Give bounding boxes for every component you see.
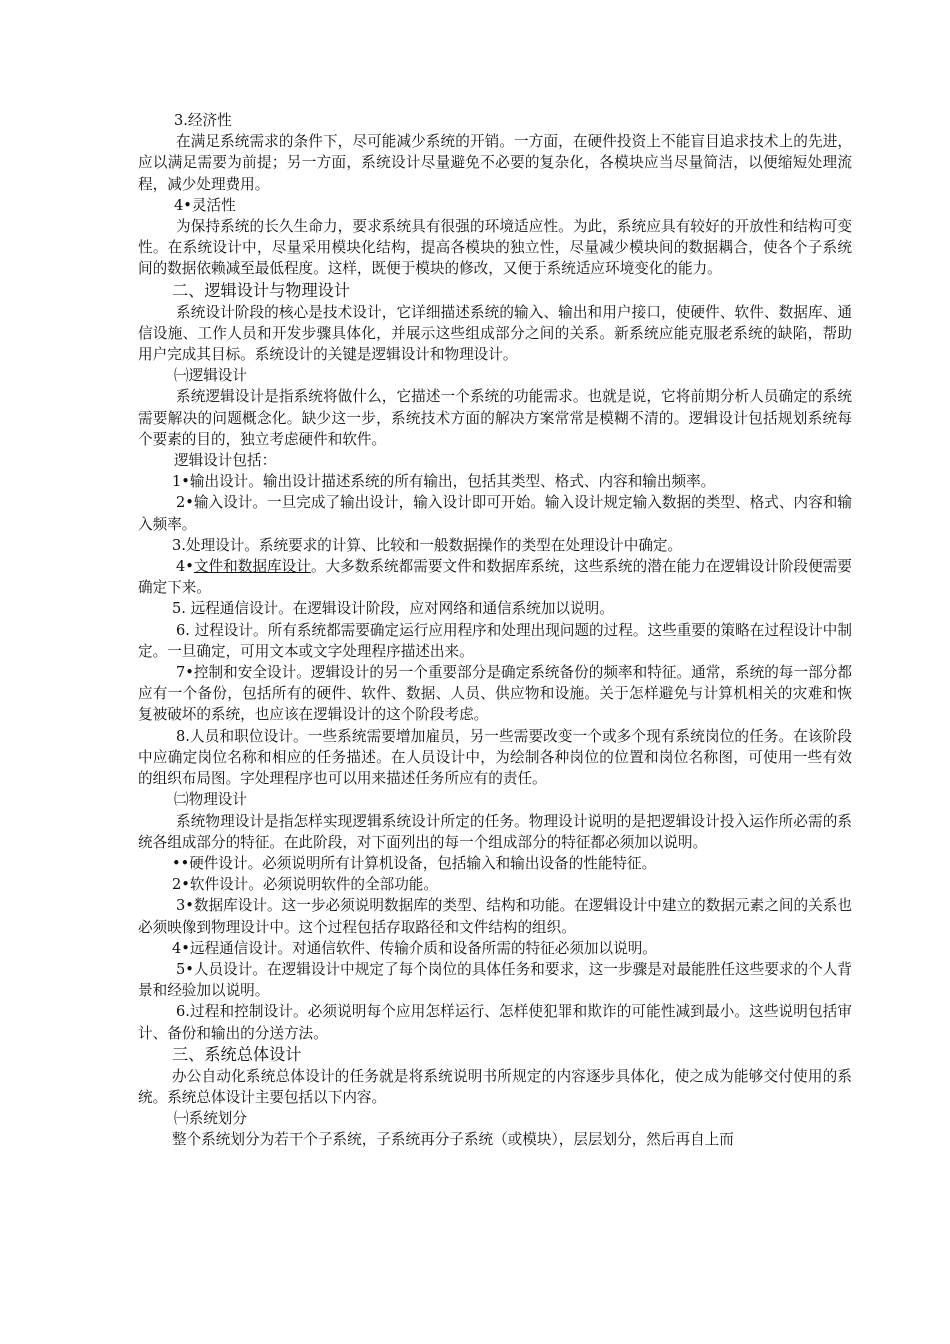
list-item: ••硬件设计。必须说明所有计算机设备，包括输入和输出设备的性能特征。 — [172, 854, 657, 872]
list-item: 1•输出设计。输出设计描述系统的所有输出，包括其类型、格式、内容和输出频率。 — [172, 473, 716, 491]
section-heading: 三、系统总体设计 — [172, 1044, 302, 1064]
list-item — [138, 556, 852, 598]
list-item: 7•控制和安全设计。逻辑设计的另一个重要部分是确定系统备份的频率和特征。通常，系统的每一部分都应有一个备份，包括所有的硬件、软件、数据、人员、供应物和设施。关于怎样避免与计算机相关的灾难和恢复被破坏的系统，也应该在逻辑设计的这个阶段考虑。 — [138, 664, 852, 724]
list-item: 2•软件设计。必须说明软件的全部功能。 — [172, 876, 438, 894]
subheading: 逻辑设计包括： — [174, 452, 277, 470]
paragraph: 整个系统划分为若干个子系统，子系统再分子系统（或模块），层层划分，然后再自上而 — [172, 1131, 734, 1149]
list-item: 3.处理设计。系统要求的计算、比较和一般数据操作的类型在处理设计中确定。 — [172, 536, 683, 554]
paragraph: 系统逻辑设计是指系统将做什么，它描述一个系统的功能需求。也就是说，它将前期分析人员确定的系统需要解决的问题概念化。缺少这一步，系统技术方面的解决方案常常是模糊不清的。逻辑设计包括规划系统每个要素的目的，独立考虑硬件和软件。 — [138, 388, 852, 448]
list-item: 2•输入设计。一旦完成了输出设计，输入设计即可开始。输入设计规定输入数据的类型、格式、内容和输入频率。 — [138, 494, 852, 533]
section-heading: 二、逻辑设计与物理设计 — [172, 280, 351, 300]
subheading: 4•灵活性 — [174, 196, 236, 214]
list-item: 5. 远程通信设计。在逻辑设计阶段，应对网络和通信系统加以说明。 — [172, 600, 614, 618]
list-item: 3•数据库设计。这一步必须说明数据库的类型、结构和功能。在逻辑设计中建立的数据元素之间的关系也必须映像到物理设计中。这个过程包括存取路径和文件结构的组织。 — [138, 897, 852, 936]
subheading: 3.经济性 — [174, 112, 232, 129]
paragraph: 系统物理设计是指怎样实现逻辑系统设计所定的任务。物理设计说明的是把逻辑设计投入运作所必需的系统各组成部分的特征。在此阶段，对下面列出的每一个组成部分的特征都必须加以说明。 — [138, 812, 852, 851]
list-item: 4•远程通信设计。对通信软件、传输介质和设备所需的特征必须加以说明。 — [172, 939, 657, 957]
underlined-term: 文件和数据库设计 — [193, 558, 311, 576]
document-page — [138, 110, 852, 1151]
subheading: ㈠逻辑设计 — [174, 367, 247, 385]
paragraph: 在满足系统需求的条件下，尽可能减少系统的开销。一方面，在硬件投资上不能盲目追求技术上的先进，应以满足需要为前提；另一方面，系统设计尽量避免不必要的复杂化，各模块应当尽量简洁，以便缩短处理流程，减少处理费用。 — [138, 133, 852, 193]
paragraph: 办公自动化系统总体设计的任务就是将系统说明书所规定的内容逐步具体化，使之成为能够交付使用的系统。系统总体设计主要包括以下内容。 — [138, 1067, 852, 1106]
subheading: ㈡物理设计 — [174, 791, 247, 809]
item-prefix: 4• — [176, 558, 194, 576]
subheading: ㈠系统划分 — [174, 1110, 247, 1128]
list-item: 6. 过程设计。所有系统都需要确定运行应用程序和处理出现问题的过程。这些重要的策略在过程设计中制定。一旦确定，可用文本或文字处理程序描述出来。 — [138, 621, 852, 660]
paragraph: 为保持系统的长久生命力，要求系统具有很强的环境适应性。为此，系统应具有较好的开放性和结构可变性。在系统设计中，尽量采用模块化结构，提高各模块的独立性，尽量减少模块间的数据耦合，使各个子系统间的数据依赖减至最低程度。这样，既便于模块的修改，又便于系统适应环境变化的能力。 — [138, 218, 852, 278]
list-item: 8.人员和职位设计。一些系统需要增加雇员，另一些需要改变一个或多个现有系统岗位的任务。在该阶段中应确定岗位名称和相应的任务描述。在人员设计中，为绘制各种岗位的位置和岗位名称图，可使用一些有效的组织布局图。字处理程序也可以用来描述任务所应有的责任。 — [138, 727, 852, 788]
item-text: 。大多数系统都需要文件和数据库系统，这些系统的潜在能力在逻辑设计阶段便需要确定下来。 — [138, 558, 852, 597]
list-item: 5•人员设计。在逻辑设计中规定了每个岗位的具体任务和要求，这一步骤是对最能胜任这些要求的个人背景和经验加以说明。 — [138, 960, 852, 1000]
paragraph: 系统设计阶段的核心是技术设计，它详细描述系统的输入、输出和用户接口，使硬件、软件、数据库、通信设施、工作人员和开发步骤具体化，并展示这些组成部分之间的关系。新系统应能克服老系统的缺陷，帮助用户完成其目标。系统设计的关键是逻辑设计和物理设计。 — [138, 303, 852, 364]
list-item: 6.过程和控制设计。必须说明每个应用怎样运行、怎样使犯罪和欺诈的可能性减到最小。这些说明包括审计、备份和输出的分送方法。 — [138, 1003, 852, 1042]
